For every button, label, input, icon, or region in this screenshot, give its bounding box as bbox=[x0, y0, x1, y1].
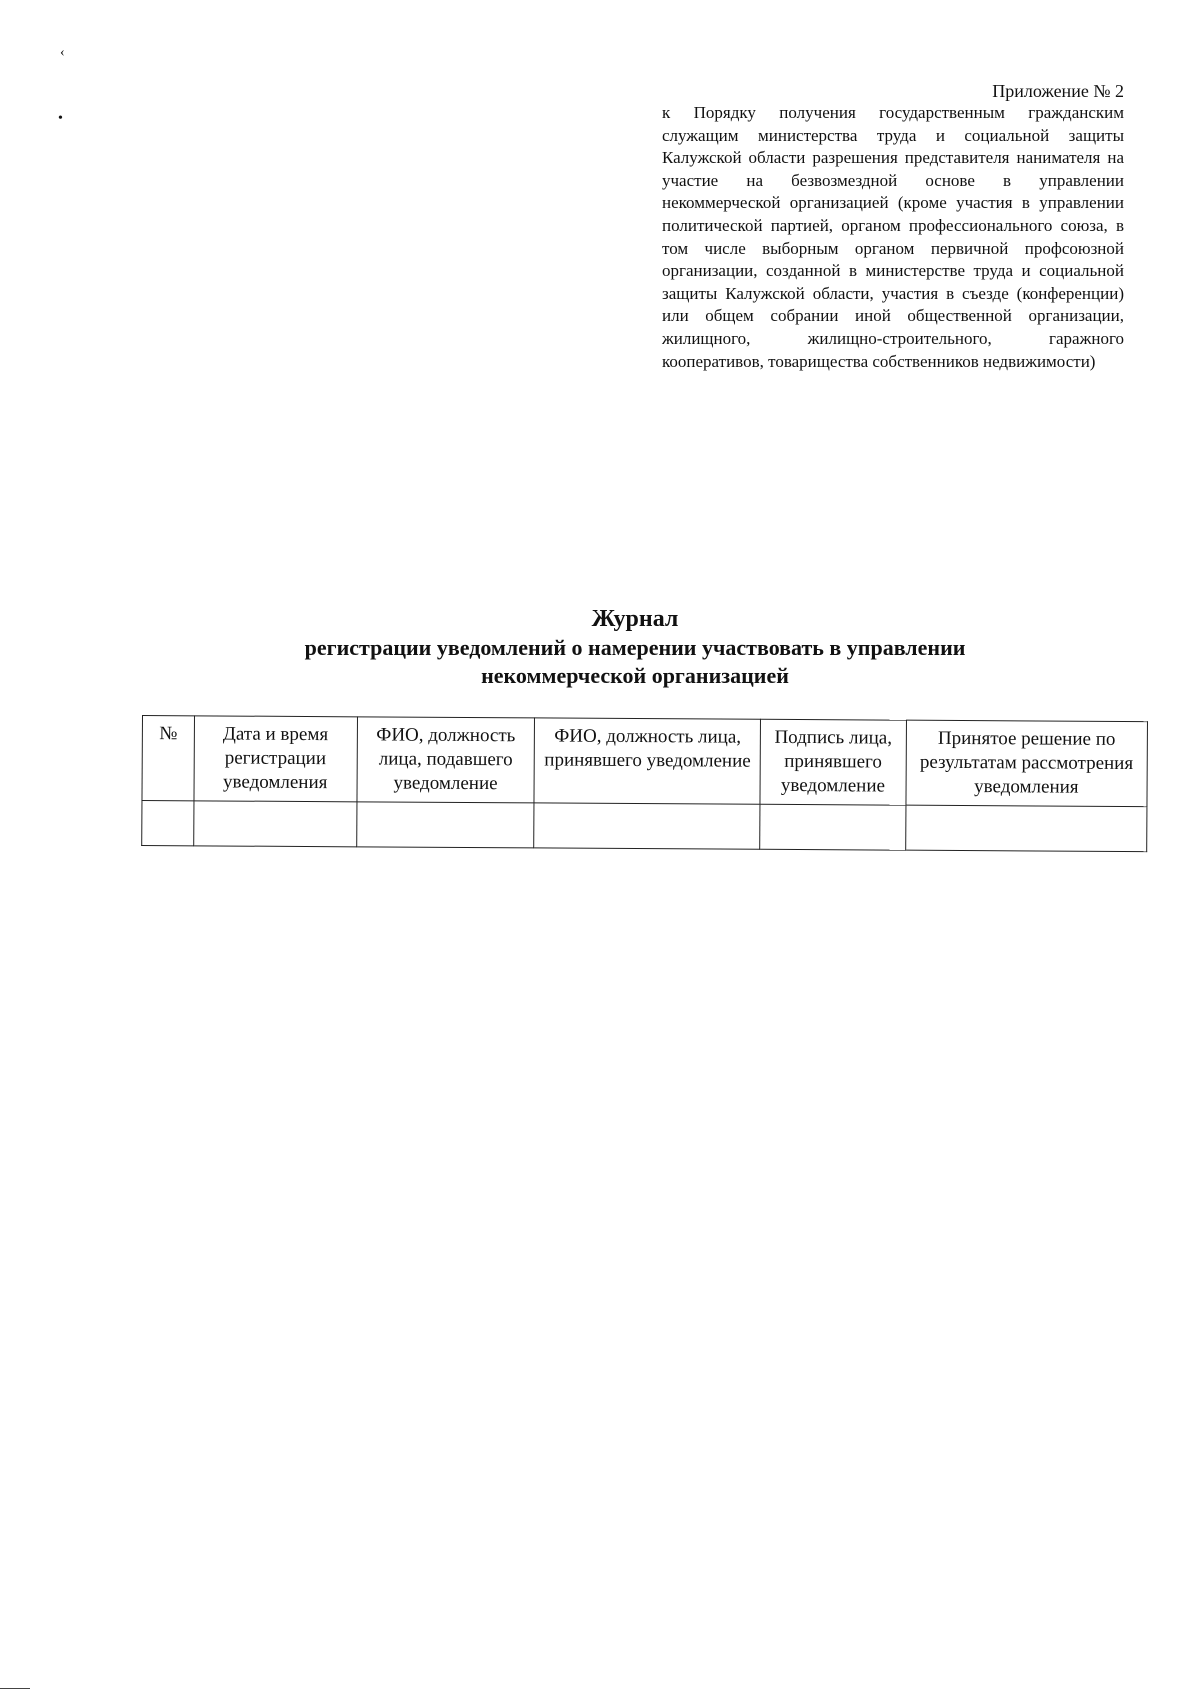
journal-table bbox=[141, 715, 1148, 852]
scan-dot: • bbox=[58, 111, 63, 126]
appendix-block bbox=[662, 80, 1124, 373]
table-cell bbox=[905, 805, 1147, 851]
table-row bbox=[142, 801, 1147, 852]
table-header-row bbox=[142, 716, 1148, 807]
title-line-2: регистрации уведомлений о намерении участвовать в управлении bbox=[304, 635, 966, 660]
header-filer: ФИО, должность лица, подавшего уведомление bbox=[356, 717, 534, 803]
header-number: № bbox=[142, 716, 194, 801]
table-cell bbox=[534, 803, 760, 849]
footer-rule bbox=[0, 1688, 30, 1689]
header-signature: Подпись лица, принявшего уведомление bbox=[760, 719, 906, 805]
appendix-text: к Порядку получения государственным гражданским служащим министерства труда и социальной защиты Калужской области разрешения представителя нанимателя на участие на безвозмездной основе в управлении некоммерческой организацией (кроме участия в управлении политической партией, органом профессионального союза, в том числе выборным органом первичной профсоюзной организации, созданной в министерстве труда и социальной защиты Калужской области, участия в съезде (конференции) или общем собрании иной общественной организации, жилищного, жилищно-строительного, гаражного кооперативов, товарищества собственников недвижимости) bbox=[662, 103, 1124, 371]
scan-mark: ‹ bbox=[60, 45, 65, 60]
header-decision: Принятое решение по результатам рассмотрения уведомления bbox=[906, 720, 1148, 806]
header-date: Дата и время регистрации уведомления bbox=[194, 716, 357, 802]
title-line-3: некоммерческой организацией bbox=[481, 663, 789, 688]
table-cell bbox=[760, 804, 906, 850]
table-cell bbox=[356, 802, 534, 848]
document-title bbox=[140, 604, 1130, 690]
table-cell bbox=[194, 801, 357, 847]
appendix-number: Приложение № 2 bbox=[992, 81, 1124, 101]
table-cell bbox=[142, 801, 194, 846]
title-line-1: Журнал bbox=[591, 606, 679, 632]
header-receiver: ФИО, должность лица, принявшего уведомление bbox=[534, 718, 760, 804]
